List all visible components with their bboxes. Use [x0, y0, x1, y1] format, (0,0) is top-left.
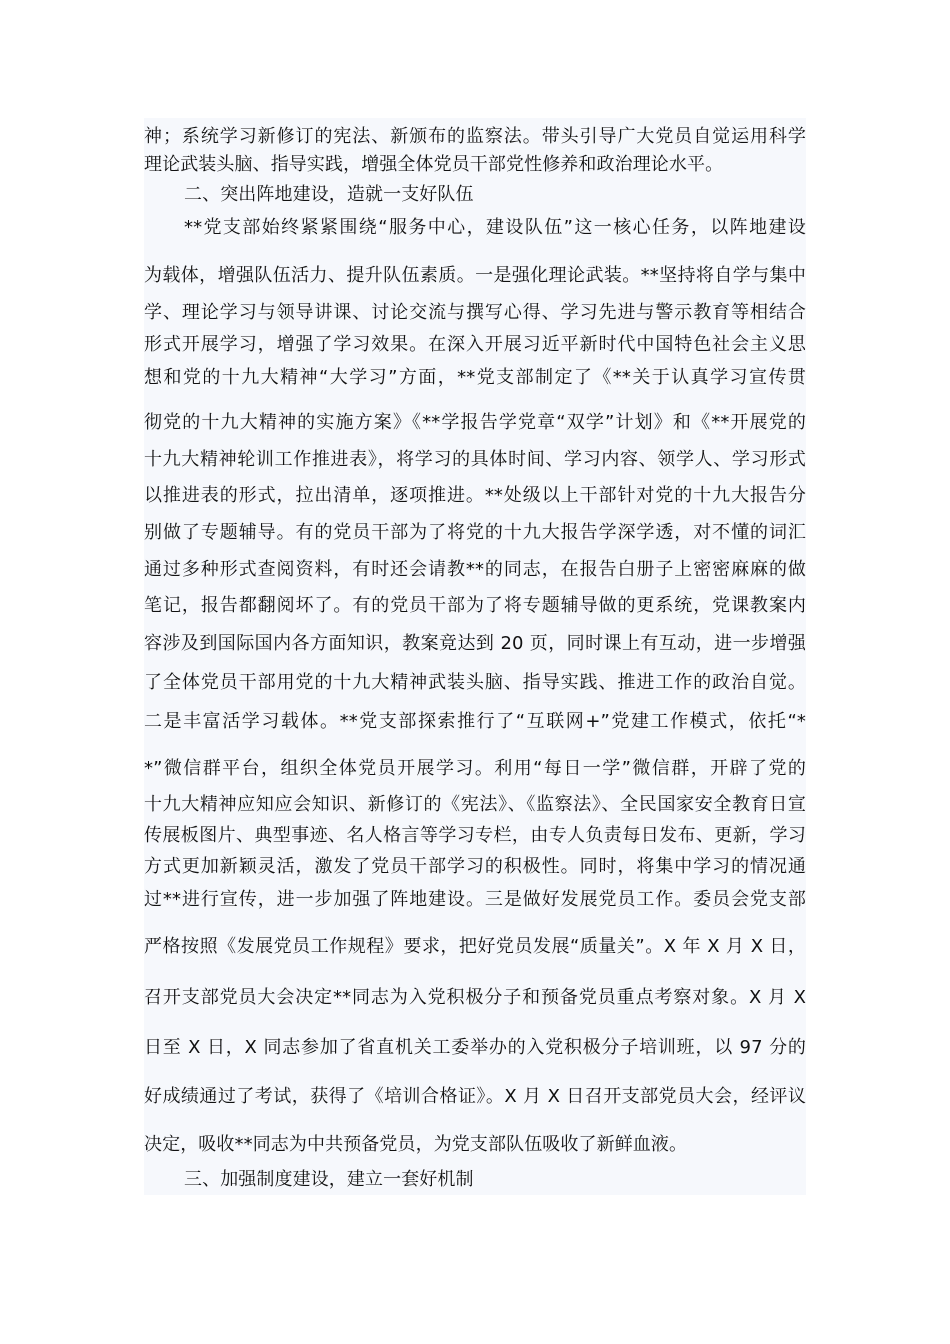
text-line: 神；系统学习新修订的宪法、新颁布的监察法。带头引导广大党员自觉运用科学: [144, 126, 806, 147]
text-line: 严格按照《发展党员工作规程》要求，把好党员发展“质量关”。X 年 X 月 X 日，: [144, 936, 806, 957]
text-line: 好成绩通过了考试，获得了《培训合格证》。X 月 X 日召开支部党员大会，经评议: [144, 1086, 806, 1107]
text-line: 为载体，增强队伍活力、提升队伍素质。一是强化理论武装。**坚持将自学与集中: [144, 265, 806, 286]
text-line: 彻党的十九大精神的实施方案》《**学报告学党章“双学”计划》和《**开展党的: [144, 412, 806, 433]
text-line: 十九大精神应知应会知识、新修订的《宪法》、《监察法》、全民国家安全教育日宣: [144, 794, 806, 815]
text-line: 召开支部党员大会决定**同志为入党积极分子和预备党员重点考察对象。X 月 X: [144, 987, 806, 1008]
text-line: 学、理论学习与领导讲课、讨论交流与撰写心得、学习先进与警示教育等相结合: [144, 302, 806, 323]
text-line: 了全体党员干部用党的十九大精神武装头脑、指导实践、推进工作的政治自觉。: [144, 672, 806, 693]
text-line: **党支部始终紧紧围绕“服务中心，建设队伍”这一核心任务，以阵地建设: [184, 217, 806, 238]
text-line: *”微信群平台，组织全体党员开展学习。利用“每日一学”微信群，开辟了党的: [144, 758, 806, 779]
section-heading: 二、突出阵地建设，造就一支好队伍: [184, 184, 474, 205]
text-line: 方式更加新颖灵活，激发了党员干部学习的积极性。同时，将集中学习的情况通: [144, 856, 806, 877]
document-body: [144, 118, 806, 1195]
text-line: 笔记，报告都翻阅坏了。有的党员干部为了将专题辅导做的更系统，党课教案内: [144, 595, 806, 616]
text-line: 理论武装头脑、指导实践，增强全体党员干部党性修养和政治理论水平。: [144, 154, 724, 175]
text-line: 以推进表的形式，拉出清单，逐项推进。**处级以上干部针对党的十九大报告分: [144, 485, 806, 506]
section-heading: 三、加强制度建设，建立一套好机制: [184, 1169, 474, 1190]
text-line: 日至 X 日，X 同志参加了省直机关工委举办的入党积极分子培训班，以 97 分的: [144, 1037, 806, 1058]
text-line: 过**进行宣传，进一步加强了阵地建设。三是做好发展党员工作。委员会党支部: [144, 889, 806, 910]
text-line: 二是丰富活学习载体。**党支部探索推行了“互联网+”党建工作模式，依托“*: [144, 711, 806, 732]
text-line: 想和党的十九大精神“大学习”方面，**党支部制定了《**关于认真学习宣传贯: [144, 367, 806, 388]
text-line: 通过多种形式查阅资料，有时还会请教**的同志，在报告白册子上密密麻麻的做: [144, 559, 806, 580]
text-line: 传展板图片、典型事迹、名人格言等学习专栏，由专人负责每日发布、更新，学习: [144, 825, 806, 846]
text-line: 形式开展学习，增强了学习效果。在深入开展习近平新时代中国特色社会主义思: [144, 334, 806, 355]
text-line: 十九大精神轮训工作推进表》，将学习的具体时间、学习内容、领学人、学习形式: [144, 449, 806, 470]
text-line: 决定，吸收**同志为中共预备党员，为党支部队伍吸收了新鲜血液。: [144, 1134, 688, 1155]
text-line: 别做了专题辅导。有的党员干部为了将党的十九大报告学深学透，对不懂的词汇: [144, 522, 806, 543]
text-line: 容涉及到国际国内各方面知识，教案竟达到 20 页，同时课上有互动，进一步增强: [144, 633, 806, 654]
